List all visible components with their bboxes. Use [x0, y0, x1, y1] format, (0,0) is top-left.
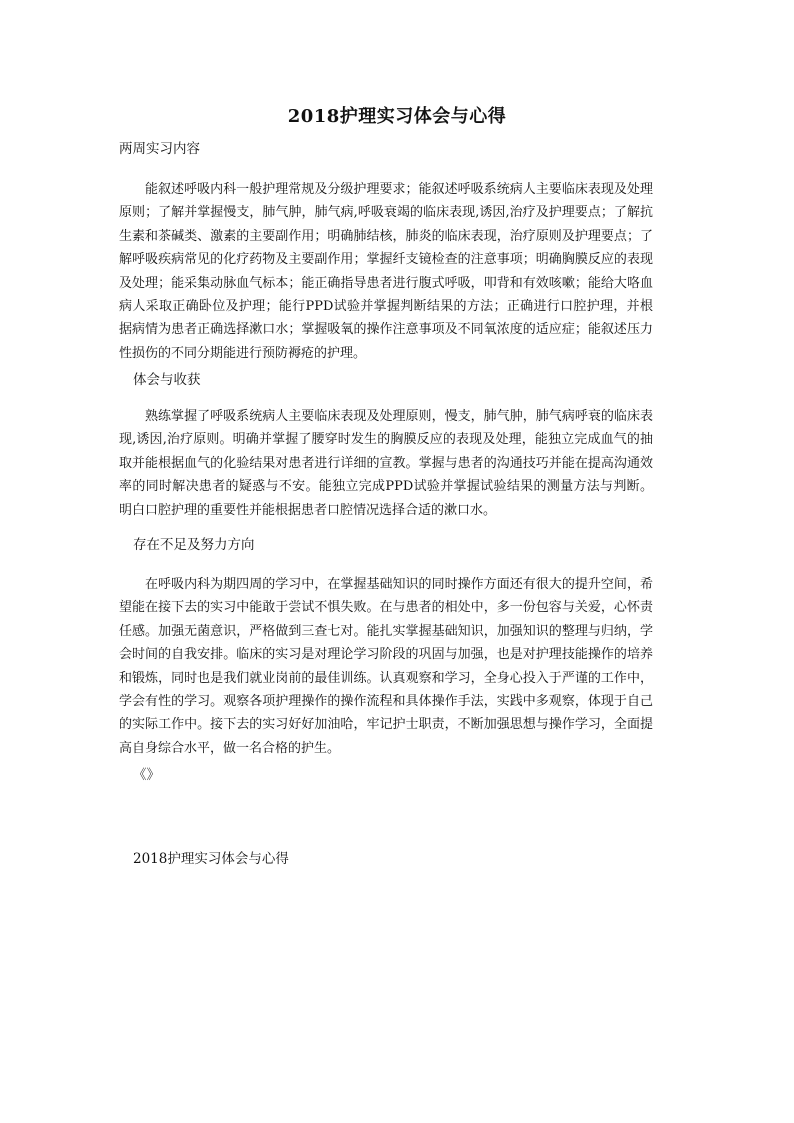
section-heading-internship-content: 两周实习内容: [119, 141, 200, 157]
section-body-internship-content: 能叙述呼吸内科一般护理常规及分级护理要求；能叙述呼吸系统病人主要临床表现及处理原则；了解并掌握慢支，肺气肿，肺气病,呼吸衰竭的临床表现,诱因,治疗及护理要点；了解抗生素和茶碱类、激素的主要副作用；明确肺结核，肺炎的临床表现，治疗原则及护理要点；了解呼吸疾病常见的化疗药物及主要副作用；掌握纤支镜检查的注意事项；明确胸膜反应的表现及处理；能采集动脉血气标本；能正确指导患者进行腹式呼吸，叩背和有效咳嗽；能给大咯血病人采取正确卧位及护理；能行PPD试验并掌握判断结果的方法；正确进行口腔护理，并根据病情为患者正确选择漱口水；掌握吸氧的操作注意事项及不同氧浓度的适应症；能叙述压力性损伤的不同分期能进行预防褥疮的护理。: [119, 182, 653, 361]
section-body-improvements: 在呼吸内科为期四周的学习中，在掌握基础知识的同时操作方面还有很大的提升空间，希望能在接下去的实习中能敢于尝试不惧失败。在与患者的相处中，多一份包容与关爱，心怀责任感。加强无菌意识，严格做到三查七对。能扎实掌握基础知识，加强知识的整理与归纳，学会时间的自我安排。临床的实习是对理论学习阶段的巩固与加强，也是对护理技能操作的培养和锻炼，同时也是我们就业岗前的最佳训练。认真观察和学习，全身心投入于严谨的工作中，学会有性的学习。观察各项护理操作的操作流程和具体操作手法，实践中多观察，体现于自己的实际工作中。接下去的实习好好加油哈，牢记护士职责，不断加强思想与操作学习，全面提高自身综合水平，做一名合格的护生。: [119, 577, 653, 756]
footer-title: 2018护理实习体会与心得: [133, 851, 289, 867]
empty-title-brackets: 《》: [133, 767, 160, 783]
section-heading-gains: 体会与收获: [133, 372, 201, 388]
section-heading-improvements: 存在不足及努力方向: [133, 537, 255, 553]
section-body-gains: 熟练掌握了呼吸系统病人主要临床表现及处理原则，慢支，肺气肿，肺气病呼衰的临床表现,诱因,治疗原则。明确并掌握了腰穿时发生的胸膜反应的表现及处理，能独立完成血气的抽取并能根据血气的化验结果对患者进行详细的宣教。掌握与患者的沟通技巧并能在提高沟通效率的同时解决患者的疑惑与不安。能独立完成PPD试验并掌握试验结果的测量方法与判断。明白口腔护理的重要性并能根据患者口腔情况选择合适的漱口水。: [119, 409, 653, 518]
document-title: 2018护理实习体会与心得: [287, 106, 507, 127]
